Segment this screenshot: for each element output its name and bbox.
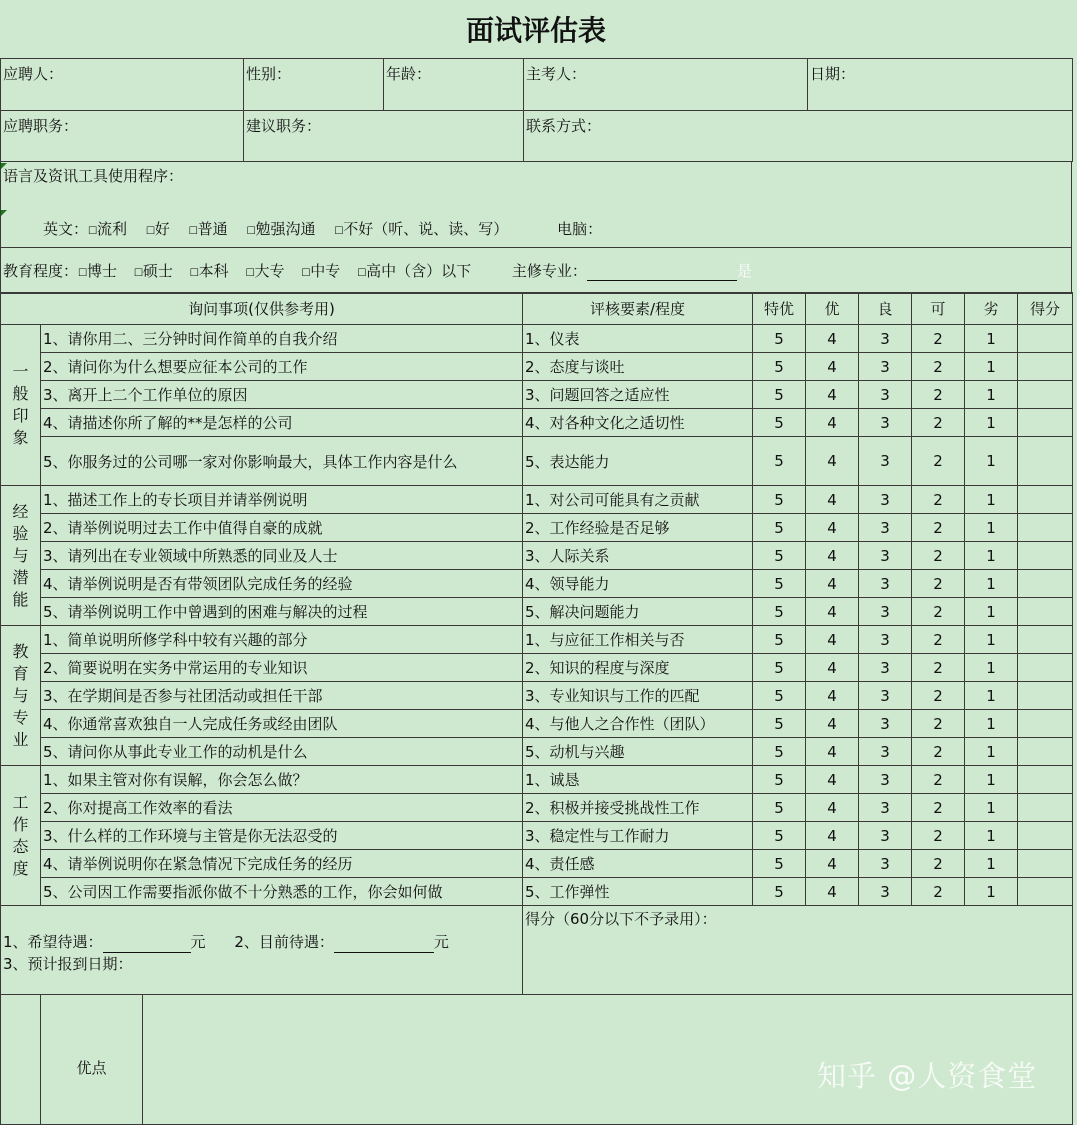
english-option-barely[interactable]: ☐勉强沟通	[246, 219, 316, 238]
evaluation-row	[1, 878, 1073, 906]
score-excellent-cell[interactable]: 5	[753, 353, 806, 381]
suggested-position-field[interactable]: 建议职务：	[244, 111, 524, 162]
score-input-cell[interactable]	[1018, 542, 1073, 570]
evaluation-row	[1, 381, 1073, 409]
col-criteria-header: 评核要素/程度	[523, 293, 753, 325]
score-pass-cell[interactable]: 2	[912, 878, 965, 906]
cell-comment-marker	[1, 210, 7, 216]
evaluation-row	[1, 514, 1073, 542]
score-excellent-cell[interactable]: 5	[753, 766, 806, 794]
score-note-cell[interactable]	[523, 906, 1073, 995]
edu-option-highschool[interactable]: ☐高中（含）以下	[357, 262, 472, 280]
language-label: 语言及资讯工具使用程序：	[3, 167, 184, 185]
score-pass-cell[interactable]: 2	[912, 738, 965, 766]
score-fair-cell[interactable]: 3	[859, 381, 912, 409]
examiner-field[interactable]: 主考人：	[524, 59, 808, 111]
score-fair-cell[interactable]: 3	[859, 514, 912, 542]
criterion-cell: 1、对公司可能具有之贡献	[523, 486, 753, 514]
expected-pay-unit: 元	[190, 933, 206, 951]
question-cell: 1、请你用二、三分钟时间作简单的自我介绍	[41, 325, 523, 353]
expected-pay-label: 1、希望待遇：	[3, 933, 103, 951]
criterion-cell: 5、动机与兴趣	[523, 738, 753, 766]
gender-field[interactable]: 性别：	[244, 59, 384, 111]
score-input-cell[interactable]	[1018, 570, 1073, 598]
section-category-label: 工作态度	[12, 792, 29, 878]
score-good-cell[interactable]: 4	[806, 738, 859, 766]
score-input-cell[interactable]	[1018, 682, 1073, 710]
criterion-cell: 1、与应征工作相关与否	[523, 626, 753, 654]
question-cell: 3、请列出在专业领域中所熟悉的同业及人士	[41, 542, 523, 570]
merits-label: 优点	[41, 995, 143, 1125]
evaluation-row	[1, 409, 1073, 437]
education-label: 教育程度：	[3, 262, 79, 280]
score-input-cell[interactable]	[1018, 486, 1073, 514]
score-poor-cell[interactable]: 1	[965, 822, 1018, 850]
score-good-cell[interactable]: 4	[806, 794, 859, 822]
score-pass-cell[interactable]: 2	[912, 325, 965, 353]
evaluation-row	[1, 654, 1073, 682]
question-cell: 2、你对提高工作效率的看法	[41, 794, 523, 822]
criterion-cell: 3、问题回答之适应性	[523, 381, 753, 409]
computer-label: 电脑：	[557, 219, 603, 238]
evaluation-row	[1, 766, 1073, 794]
question-cell: 1、如果主管对你有误解，你会怎么做？	[41, 766, 523, 794]
score-excellent-cell[interactable]: 5	[753, 654, 806, 682]
criterion-cell: 1、诚恳	[523, 766, 753, 794]
score-pass-cell[interactable]: 2	[912, 654, 965, 682]
score-input-cell[interactable]	[1018, 381, 1073, 409]
score-fair-cell[interactable]: 3	[859, 437, 912, 486]
score-poor-cell[interactable]: 1	[965, 766, 1018, 794]
question-cell: 5、请举例说明工作中曾遇到的困难与解决的过程	[41, 598, 523, 626]
criterion-cell: 2、态度与谈吐	[523, 353, 753, 381]
evaluation-row	[1, 570, 1073, 598]
english-label: 英文：	[43, 219, 89, 238]
score-fair-cell[interactable]: 3	[859, 325, 912, 353]
criterion-cell: 2、工作经验是否足够	[523, 514, 753, 542]
score-good-cell[interactable]: 4	[806, 486, 859, 514]
col-questions-header: 询问事项(仅供参考用)	[1, 293, 523, 325]
score-fair-cell[interactable]: 3	[859, 710, 912, 738]
question-cell: 4、请描述你所了解的**是怎样的公司	[41, 409, 523, 437]
score-excellent-cell[interactable]: 5	[753, 409, 806, 437]
score-poor-cell[interactable]: 1	[965, 710, 1018, 738]
score-poor-cell[interactable]: 1	[965, 794, 1018, 822]
score-pass-cell[interactable]: 2	[912, 570, 965, 598]
score-good-cell[interactable]: 4	[806, 822, 859, 850]
criterion-cell: 5、工作弹性	[523, 878, 753, 906]
english-option-fluent[interactable]: ☐流利	[88, 219, 128, 238]
score-poor-cell[interactable]: 1	[965, 514, 1018, 542]
score-poor-cell[interactable]: 1	[965, 738, 1018, 766]
score-pass-cell[interactable]: 2	[912, 710, 965, 738]
score-pass-cell[interactable]: 2	[912, 409, 965, 437]
score-input-cell[interactable]	[1018, 437, 1073, 486]
col-poor-header: 劣	[965, 293, 1018, 325]
score-excellent-cell[interactable]: 5	[753, 878, 806, 906]
current-pay-unit: 元	[433, 933, 449, 951]
score-pass-cell[interactable]: 2	[912, 514, 965, 542]
evaluation-row	[1, 850, 1073, 878]
evaluation-row	[1, 325, 1073, 353]
criterion-cell: 4、领导能力	[523, 570, 753, 598]
language-label-cell	[1, 162, 1072, 210]
question-cell: 5、公司因工作需要指派你做不十分熟悉的工作，你会如何做	[41, 878, 523, 906]
score-good-cell[interactable]: 4	[806, 409, 859, 437]
score-good-cell[interactable]: 4	[806, 682, 859, 710]
criterion-cell: 2、积极并接受挑战性工作	[523, 794, 753, 822]
score-fair-cell[interactable]: 3	[859, 353, 912, 381]
score-fair-cell[interactable]: 3	[859, 542, 912, 570]
score-input-cell[interactable]	[1018, 598, 1073, 626]
skills-table	[0, 161, 1072, 294]
score-pass-cell[interactable]: 2	[912, 626, 965, 654]
contact-field[interactable]: 联系方式：	[524, 111, 1073, 162]
score-excellent-cell[interactable]: 5	[753, 850, 806, 878]
score-fair-cell[interactable]: 3	[859, 850, 912, 878]
question-cell: 3、离开上二个工作单位的原因	[41, 381, 523, 409]
score-excellent-cell[interactable]: 5	[753, 381, 806, 409]
evaluation-row	[1, 626, 1073, 654]
score-pass-cell[interactable]: 2	[912, 794, 965, 822]
merits-category-cell	[1, 995, 41, 1125]
criterion-cell: 4、对各种文化之适切性	[523, 409, 753, 437]
score-good-cell[interactable]: 4	[806, 850, 859, 878]
score-input-cell[interactable]	[1018, 850, 1073, 878]
score-poor-cell[interactable]: 1	[965, 598, 1018, 626]
score-poor-cell[interactable]: 1	[965, 626, 1018, 654]
score-good-cell[interactable]: 4	[806, 325, 859, 353]
score-good-cell[interactable]: 4	[806, 598, 859, 626]
score-fair-cell[interactable]: 3	[859, 409, 912, 437]
header-info-table	[0, 58, 1073, 162]
evaluation-row	[1, 437, 1073, 486]
score-pass-cell[interactable]: 2	[912, 598, 965, 626]
score-good-cell[interactable]: 4	[806, 381, 859, 409]
evaluation-row	[1, 794, 1073, 822]
evaluation-row	[1, 598, 1073, 626]
question-cell: 2、请举例说明过去工作中值得自豪的成就	[41, 514, 523, 542]
evaluation-row	[1, 486, 1073, 514]
col-score-header: 得分	[1018, 293, 1073, 325]
score-excellent-cell[interactable]: 5	[753, 710, 806, 738]
criterion-cell: 3、专业知识与工作的匹配	[523, 682, 753, 710]
form-title: 面试评估表	[465, 14, 606, 47]
score-excellent-cell[interactable]: 5	[753, 822, 806, 850]
score-fair-cell[interactable]: 3	[859, 822, 912, 850]
score-note: 得分（60分以下不予录用）：	[525, 910, 717, 928]
score-pass-cell[interactable]: 2	[912, 766, 965, 794]
score-input-cell[interactable]	[1018, 738, 1073, 766]
score-input-cell[interactable]	[1018, 710, 1073, 738]
report-date-label: 3、预计报到日期：	[3, 955, 133, 973]
score-excellent-cell[interactable]: 5	[753, 325, 806, 353]
score-poor-cell[interactable]: 1	[965, 486, 1018, 514]
score-poor-cell[interactable]: 1	[965, 437, 1018, 486]
score-poor-cell[interactable]: 1	[965, 542, 1018, 570]
score-excellent-cell[interactable]: 5	[753, 514, 806, 542]
score-excellent-cell[interactable]: 5	[753, 570, 806, 598]
score-input-cell[interactable]	[1018, 794, 1073, 822]
criterion-cell: 3、人际关系	[523, 542, 753, 570]
score-good-cell[interactable]: 4	[806, 353, 859, 381]
edu-option-bachelor[interactable]: ☐本科	[189, 262, 229, 280]
edu-option-master[interactable]: ☐硕士	[133, 262, 173, 280]
question-cell: 5、请问你从事此专业工作的动机是什么	[41, 738, 523, 766]
score-fair-cell[interactable]: 3	[859, 738, 912, 766]
edu-option-phd[interactable]: ☐博士	[78, 262, 118, 280]
score-poor-cell[interactable]: 1	[965, 570, 1018, 598]
score-good-cell[interactable]: 4	[806, 542, 859, 570]
score-fair-cell[interactable]: 3	[859, 598, 912, 626]
section-category-label: 经验与潜能	[12, 501, 29, 609]
score-good-cell[interactable]: 4	[806, 514, 859, 542]
score-input-cell[interactable]	[1018, 409, 1073, 437]
score-fair-cell[interactable]: 3	[859, 682, 912, 710]
score-input-cell[interactable]	[1018, 325, 1073, 353]
score-fair-cell[interactable]: 3	[859, 486, 912, 514]
question-cell: 4、请举例说明你在紧急情况下完成任务的经历	[41, 850, 523, 878]
score-good-cell[interactable]: 4	[806, 570, 859, 598]
age-field[interactable]: 年龄：	[384, 59, 524, 111]
score-excellent-cell[interactable]: 5	[753, 682, 806, 710]
score-input-cell[interactable]	[1018, 514, 1073, 542]
evaluation-row	[1, 738, 1073, 766]
criterion-cell: 1、仪表	[523, 325, 753, 353]
score-input-cell[interactable]	[1018, 822, 1073, 850]
score-poor-cell[interactable]: 1	[965, 409, 1018, 437]
evaluation-row	[1, 822, 1073, 850]
question-cell: 5、你服务过的公司哪一家对你影响最大，具体工作内容是什么	[41, 437, 523, 486]
score-good-cell[interactable]: 4	[806, 437, 859, 486]
col-fair-header: 良	[859, 293, 912, 325]
score-poor-cell[interactable]: 1	[965, 682, 1018, 710]
edu-option-technical[interactable]: ☐中专	[301, 262, 341, 280]
score-fair-cell[interactable]: 3	[859, 794, 912, 822]
score-fair-cell[interactable]: 3	[859, 654, 912, 682]
date-field[interactable]: 日期：	[808, 59, 1073, 111]
score-good-cell[interactable]: 4	[806, 626, 859, 654]
question-cell: 3、在学期间是否参与社团活动或担任干部	[41, 682, 523, 710]
score-excellent-cell[interactable]: 5	[753, 437, 806, 486]
question-cell: 1、简单说明所修学科中较有兴趣的部分	[41, 626, 523, 654]
score-poor-cell[interactable]: 1	[965, 381, 1018, 409]
score-input-cell[interactable]	[1018, 626, 1073, 654]
score-pass-cell[interactable]: 2	[912, 822, 965, 850]
question-cell: 4、你通常喜欢独自一人完成任务或经由团队	[41, 710, 523, 738]
criterion-cell: 3、稳定性与工作耐力	[523, 822, 753, 850]
score-poor-cell[interactable]: 1	[965, 878, 1018, 906]
score-fair-cell[interactable]: 3	[859, 626, 912, 654]
score-fair-cell[interactable]: 3	[859, 878, 912, 906]
col-good-header: 优	[806, 293, 859, 325]
english-option-poor[interactable]: ☐不好（听、说、读、写）	[334, 219, 509, 238]
pay-cell	[1, 906, 523, 995]
criterion-cell: 2、知识的程度与深度	[523, 654, 753, 682]
english-option-good[interactable]: ☐好	[145, 219, 170, 238]
question-cell: 2、请问你为什么想要应征本公司的工作	[41, 353, 523, 381]
section-category	[1, 766, 41, 906]
current-pay-input[interactable]	[334, 938, 434, 953]
score-good-cell[interactable]: 4	[806, 878, 859, 906]
expected-pay-input[interactable]	[103, 938, 191, 953]
criterion-cell: 4、责任感	[523, 850, 753, 878]
criterion-cell: 5、表达能力	[523, 437, 753, 486]
score-excellent-cell[interactable]: 5	[753, 598, 806, 626]
score-excellent-cell[interactable]: 5	[753, 486, 806, 514]
cell-comment-marker	[1, 163, 7, 169]
score-input-cell[interactable]	[1018, 654, 1073, 682]
score-poor-cell[interactable]: 1	[965, 325, 1018, 353]
section-category	[1, 486, 41, 626]
score-input-cell[interactable]	[1018, 878, 1073, 906]
score-pass-cell[interactable]: 2	[912, 850, 965, 878]
major-suffix: 是	[736, 262, 752, 280]
score-poor-cell[interactable]: 1	[965, 654, 1018, 682]
education-row	[1, 248, 1072, 294]
evaluation-row	[1, 542, 1073, 570]
score-pass-cell[interactable]: 2	[912, 437, 965, 486]
score-fair-cell[interactable]: 3	[859, 570, 912, 598]
english-row	[1, 210, 1072, 248]
score-good-cell[interactable]: 4	[806, 654, 859, 682]
question-cell: 2、简要说明在实务中常运用的专业知识	[41, 654, 523, 682]
score-fair-cell[interactable]: 3	[859, 766, 912, 794]
applicant-field[interactable]: 应聘人：	[1, 59, 244, 111]
section-category-label: 教育与专业	[12, 641, 29, 749]
evaluation-row	[1, 710, 1073, 738]
evaluation-row	[1, 682, 1073, 710]
criterion-cell: 5、解决问题能力	[523, 598, 753, 626]
score-excellent-cell[interactable]: 5	[753, 794, 806, 822]
col-excellent-header: 特优	[753, 293, 806, 325]
evaluation-table	[0, 292, 1073, 906]
major-label: 主修专业：	[511, 262, 587, 280]
section-category	[1, 325, 41, 486]
score-pass-cell[interactable]: 2	[912, 353, 965, 381]
score-good-cell[interactable]: 4	[806, 766, 859, 794]
score-excellent-cell[interactable]: 5	[753, 542, 806, 570]
score-pass-cell[interactable]: 2	[912, 486, 965, 514]
score-poor-cell[interactable]: 1	[965, 850, 1018, 878]
question-cell: 3、什么样的工作环境与主管是你无法忍受的	[41, 822, 523, 850]
major-input[interactable]	[587, 266, 737, 281]
score-pass-cell[interactable]: 2	[912, 381, 965, 409]
score-pass-cell[interactable]: 2	[912, 682, 965, 710]
section-category	[1, 626, 41, 766]
edu-option-college[interactable]: ☐大专	[245, 262, 285, 280]
score-input-cell[interactable]	[1018, 766, 1073, 794]
question-cell: 1、描述工作上的专长项目并请举例说明	[41, 486, 523, 514]
score-pass-cell[interactable]: 2	[912, 542, 965, 570]
watermark: 知乎 @人资食堂	[817, 1059, 1038, 1093]
question-cell: 4、请举例说明是否有带领团队完成任务的经验	[41, 570, 523, 598]
col-pass-header: 可	[912, 293, 965, 325]
criterion-cell: 4、与他人之合作性（团队）	[523, 710, 753, 738]
section-category-label: 一般印象	[12, 362, 29, 447]
score-poor-cell[interactable]: 1	[965, 353, 1018, 381]
score-good-cell[interactable]: 4	[806, 710, 859, 738]
score-input-cell[interactable]	[1018, 353, 1073, 381]
current-pay-label: 2、目前待遇：	[234, 933, 334, 951]
evaluation-row	[1, 353, 1073, 381]
position-field[interactable]: 应聘职务：	[1, 111, 244, 162]
english-option-average[interactable]: ☐普通	[188, 219, 228, 238]
score-excellent-cell[interactable]: 5	[753, 738, 806, 766]
score-excellent-cell[interactable]: 5	[753, 626, 806, 654]
